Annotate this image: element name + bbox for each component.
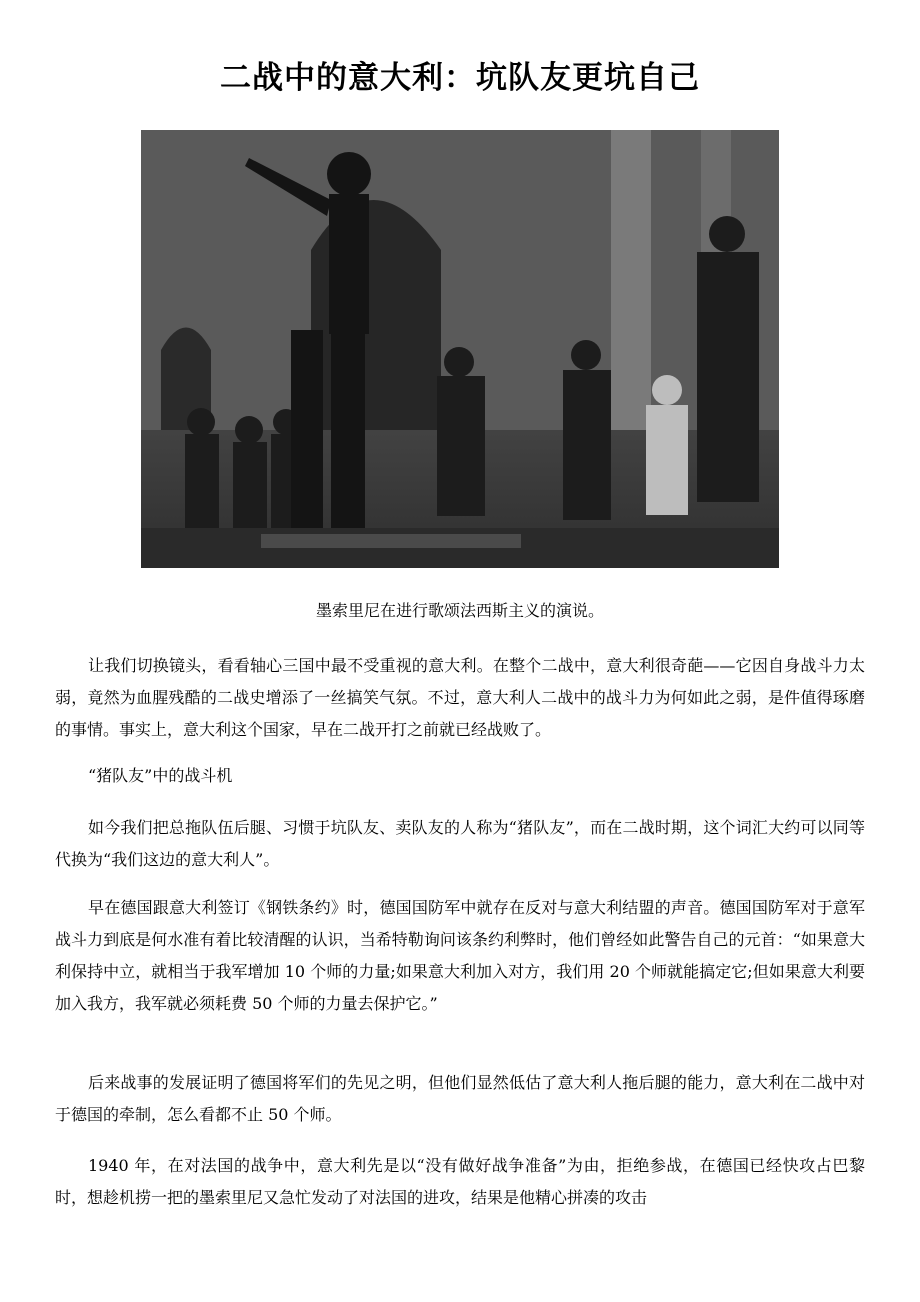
- article-paragraph: 后来战事的发展证明了德国将军们的先见之明，但他们显然低估了意大利人拖后腿的能力，意大利在二战中对于德国的牵制，怎么看都不止 50 个师。: [55, 1073, 865, 1124]
- article-title: 二战中的意大利：坑队友更坑自己: [220, 60, 700, 96]
- article-paragraph: 1940 年，在对法国的战争中，意大利先是以“没有做好战争准备”为由，拒绝参战，在德国已经快攻占巴黎时，想趁机捞一把的墨索里尼又急忙发动了对法国的进攻，结果是他精心拼凑的攻击: [55, 1156, 865, 1207]
- article-paragraph: 如今我们把总拖队伍后腿、习惯于坑队友、卖队友的人称为“猪队友”，而在二战时期，这个词汇大约可以同等代换为“我们这边的意大利人”。: [55, 818, 865, 869]
- photo-caption: 墨索里尼在进行歌颂法西斯主义的演说。: [315, 601, 604, 620]
- article-paragraph: 让我们切换镜头，看看轴心三国中最不受重视的意大利。在整个二战中，意大利很奇葩——它因自身战斗力太弱，竟然为血腥残酷的二战史增添了一丝搞笑气氛。不过，意大利人二战中的战斗力为何如此之弱，是件值得琢磨的事情。事实上，意大利这个国家，早在二战开打之前就已经战败了。: [55, 656, 865, 739]
- article-photo: [141, 130, 779, 568]
- section-heading: “猪队友”中的战斗机: [88, 766, 233, 785]
- article-paragraph: 早在德国跟意大利签订《钢铁条约》时，德国国防军中就存在反对与意大利结盟的声音。德国国防军对于意军战斗力到底是何水准有着比较清醒的认识，当希特勒询问该条约利弊时，他们曾经如此警告自己的元首：“如果意大利保持中立，就相当于我军增加 10 个师的力量;如果意大利加入对方，我们用 20 个师就能搞定它;但如果意大利要加入我方，我军就必须耗费 50 个师的力量去保护它。”: [55, 898, 865, 1013]
